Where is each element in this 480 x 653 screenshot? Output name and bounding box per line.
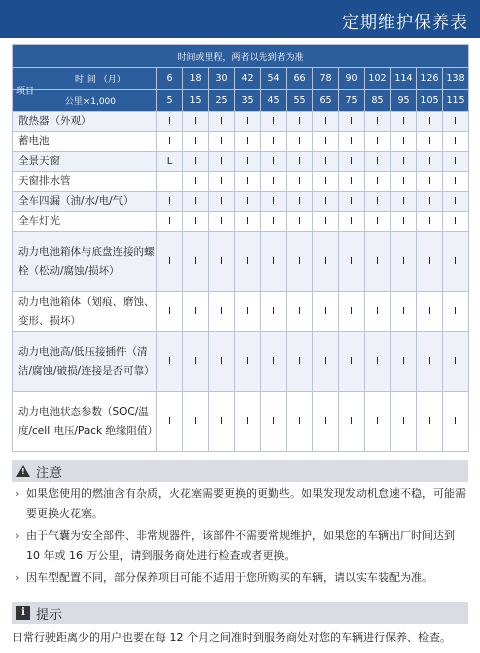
maintenance-mark: I <box>235 392 261 452</box>
maintenance-mark: I <box>417 132 443 152</box>
maintenance-mark: I <box>287 192 313 212</box>
maintenance-mark: I <box>157 292 183 332</box>
maintenance-mark: I <box>287 332 313 392</box>
maintenance-mark: I <box>417 152 443 172</box>
month-header-cell: 54 <box>261 68 287 90</box>
maintenance-mark: I <box>235 172 261 192</box>
maintenance-mark: I <box>235 152 261 172</box>
maintenance-mark: I <box>391 152 417 172</box>
maintenance-mark: I <box>443 112 469 132</box>
table-row <box>13 132 469 152</box>
row-label: 蓄电池 <box>13 132 157 152</box>
maintenance-table <box>12 44 469 452</box>
km-header-cell: 75 <box>339 90 365 112</box>
maintenance-mark: I <box>417 212 443 232</box>
month-header-cell: 42 <box>235 68 261 90</box>
maintenance-mark: I <box>287 232 313 292</box>
maintenance-mark: I <box>183 152 209 172</box>
maintenance-mark: I <box>313 152 339 172</box>
maintenance-mark: I <box>183 172 209 192</box>
month-header-cell: 6 <box>157 68 183 90</box>
maintenance-mark: I <box>235 112 261 132</box>
maintenance-mark: I <box>157 332 183 392</box>
maintenance-mark: I <box>391 132 417 152</box>
km-header-cell: 105 <box>417 90 443 112</box>
maintenance-mark: I <box>261 232 287 292</box>
maintenance-mark: I <box>443 152 469 172</box>
maintenance-mark: I <box>209 192 235 212</box>
distance-label: 公里×1,000 <box>13 90 157 112</box>
maintenance-mark: I <box>417 172 443 192</box>
maintenance-mark: I <box>443 132 469 152</box>
maintenance-mark <box>157 172 183 192</box>
maintenance-mark: I <box>157 132 183 152</box>
month-header-cell: 138 <box>443 68 469 90</box>
maintenance-mark: I <box>417 192 443 212</box>
maintenance-mark: I <box>157 112 183 132</box>
maintenance-mark: I <box>443 172 469 192</box>
km-header-cell: 115 <box>443 90 469 112</box>
maintenance-mark: I <box>339 212 365 232</box>
time-label: 时 间 （月） <box>75 75 126 85</box>
maintenance-mark: I <box>365 192 391 212</box>
page-title: 定期维护保养表 <box>342 13 468 33</box>
caution-title: 注意 <box>36 465 63 481</box>
month-header-cell: 102 <box>365 68 391 90</box>
maintenance-mark: I <box>391 212 417 232</box>
maintenance-mark: I <box>443 392 469 452</box>
maintenance-mark: I <box>261 292 287 332</box>
row-label: 全车四漏（油/水/电/气） <box>13 192 157 212</box>
maintenance-mark: I <box>209 232 235 292</box>
maintenance-mark: I <box>235 132 261 152</box>
maintenance-mark: I <box>209 332 235 392</box>
km-header-cell: 15 <box>183 90 209 112</box>
table-row <box>13 172 469 192</box>
km-header-cell: 85 <box>365 90 391 112</box>
maintenance-mark: I <box>339 152 365 172</box>
maintenance-mark: I <box>287 132 313 152</box>
maintenance-mark: I <box>443 292 469 332</box>
maintenance-mark: I <box>235 292 261 332</box>
maintenance-mark: I <box>365 292 391 332</box>
info-icon: i <box>16 606 30 620</box>
km-header-cell: 25 <box>209 90 235 112</box>
maintenance-mark: I <box>183 212 209 232</box>
maintenance-mark: I <box>391 192 417 212</box>
header-bar <box>0 0 480 38</box>
maintenance-mark: I <box>235 332 261 392</box>
table-row <box>13 212 469 232</box>
month-header-cell: 78 <box>313 68 339 90</box>
maintenance-mark: I <box>313 132 339 152</box>
maintenance-mark: I <box>209 392 235 452</box>
maintenance-mark: I <box>313 172 339 192</box>
maintenance-mark: I <box>183 192 209 212</box>
maintenance-mark: I <box>183 392 209 452</box>
maintenance-mark: I <box>365 212 391 232</box>
row-label: 动力电池箱体（划痕、磨蚀、变形、损坏） <box>13 292 157 332</box>
month-header-cell: 126 <box>417 68 443 90</box>
maintenance-mark: I <box>235 212 261 232</box>
maintenance-mark: I <box>287 172 313 192</box>
maintenance-mark: I <box>261 152 287 172</box>
maintenance-mark: I <box>183 332 209 392</box>
maintenance-mark: I <box>287 392 313 452</box>
maintenance-mark: I <box>235 232 261 292</box>
maintenance-mark: I <box>339 192 365 212</box>
maintenance-mark: I <box>183 132 209 152</box>
row-label: 动力电池状态参数（SOC/温度/cell 电压/Pack 绝缘阻值） <box>13 392 157 452</box>
maintenance-mark: I <box>391 232 417 292</box>
maintenance-mark: I <box>183 292 209 332</box>
caution-item: › 因车型配置不同，部分保养项目可能不适用于您所购买的车辆，请以实车装配为准。 <box>12 568 468 588</box>
maintenance-mark: I <box>417 292 443 332</box>
maintenance-mark: L <box>157 152 183 172</box>
km-header-cell: 5 <box>157 90 183 112</box>
maintenance-mark: I <box>261 172 287 192</box>
km-header-cell: 35 <box>235 90 261 112</box>
warning-icon: ! <box>16 465 30 477</box>
maintenance-mark: I <box>417 332 443 392</box>
time-header-cell <box>13 68 157 97</box>
maintenance-mark: I <box>287 152 313 172</box>
maintenance-mark: I <box>365 332 391 392</box>
maintenance-mark: I <box>313 212 339 232</box>
maintenance-mark: I <box>443 232 469 292</box>
maintenance-mark: I <box>287 212 313 232</box>
row-label: 全景天窗 <box>13 152 157 172</box>
maintenance-mark: I <box>339 392 365 452</box>
maintenance-mark: I <box>391 392 417 452</box>
maintenance-mark: I <box>235 192 261 212</box>
month-header-cell: 30 <box>209 68 235 90</box>
km-header-cell: 95 <box>391 90 417 112</box>
maintenance-mark: I <box>183 112 209 132</box>
maintenance-mark: I <box>209 152 235 172</box>
caution-item: › 由于气囊为安全部件、非常规器件，该部件不需要常规维护，如果您的车辆出厂时间达到 10 年或 16 万公里，请到服务商处进行检查或者更换。 <box>12 526 468 566</box>
row-label: 天窗排水管 <box>13 172 157 192</box>
caution-item: › 如果您使用的燃油含有杂质，火花塞需要更换的更勤些。如果发现发动机怠速不稳，可能需要更换火花塞。 <box>12 484 468 524</box>
maintenance-mark: I <box>313 332 339 392</box>
maintenance-mark: I <box>339 112 365 132</box>
maintenance-mark: I <box>313 112 339 132</box>
maintenance-mark: I <box>391 292 417 332</box>
tip-text: 日常行驶距离少的用户也要在每 12 个月之间准时到服务商处对您的车辆进行保养、检查。 <box>12 631 451 644</box>
maintenance-mark: I <box>365 392 391 452</box>
maintenance-mark: I <box>365 232 391 292</box>
km-header-cell: 65 <box>313 90 339 112</box>
row-label: 全车灯光 <box>13 212 157 232</box>
maintenance-mark: I <box>339 292 365 332</box>
table-row <box>13 392 469 452</box>
table-row <box>13 192 469 212</box>
table-row <box>13 332 469 392</box>
maintenance-mark: I <box>365 152 391 172</box>
maintenance-mark: I <box>261 192 287 212</box>
maintenance-mark: I <box>209 172 235 192</box>
maintenance-mark: I <box>365 172 391 192</box>
table-row <box>13 292 469 332</box>
maintenance-mark: I <box>157 232 183 292</box>
maintenance-mark: I <box>157 212 183 232</box>
maintenance-mark: I <box>443 212 469 232</box>
maintenance-mark: I <box>339 332 365 392</box>
maintenance-mark: I <box>443 192 469 212</box>
table-row <box>13 152 469 172</box>
maintenance-mark: I <box>209 132 235 152</box>
maintenance-mark: I <box>209 212 235 232</box>
caution-list <box>12 484 468 588</box>
maintenance-mark: I <box>261 332 287 392</box>
km-header-cell: 45 <box>261 90 287 112</box>
tip-title: 提示 <box>36 607 63 623</box>
maintenance-mark: I <box>391 112 417 132</box>
maintenance-mark: I <box>287 292 313 332</box>
maintenance-mark: I <box>313 392 339 452</box>
tip-header <box>12 602 468 624</box>
maintenance-mark: I <box>443 332 469 392</box>
maintenance-mark: I <box>313 192 339 212</box>
maintenance-mark: I <box>261 212 287 232</box>
maintenance-mark: I <box>339 232 365 292</box>
tip-section <box>12 602 468 648</box>
month-header-cell: 114 <box>391 68 417 90</box>
maintenance-mark: I <box>209 292 235 332</box>
maintenance-mark: I <box>183 232 209 292</box>
month-header-cell: 66 <box>287 68 313 90</box>
maintenance-mark: I <box>365 132 391 152</box>
maintenance-mark: I <box>417 392 443 452</box>
maintenance-mark: I <box>261 112 287 132</box>
maintenance-mark: I <box>391 332 417 392</box>
maintenance-mark: I <box>313 292 339 332</box>
maintenance-mark: I <box>339 132 365 152</box>
maintenance-mark: I <box>313 232 339 292</box>
row-label: 散热器（外观） <box>13 112 157 132</box>
caution-header <box>12 460 468 482</box>
km-header-cell: 55 <box>287 90 313 112</box>
maintenance-mark: I <box>417 112 443 132</box>
maintenance-mark: I <box>209 112 235 132</box>
table-row <box>13 112 469 132</box>
month-header-cell: 18 <box>183 68 209 90</box>
maintenance-mark: I <box>157 392 183 452</box>
row-label: 动力电池高/低压接插件（清洁/腐蚀/破损/连接是否可靠） <box>13 332 157 392</box>
maintenance-mark: I <box>391 172 417 192</box>
row-label: 动力电池箱体与底盘连接的螺栓（松动/腐蚀/损坏） <box>13 232 157 292</box>
table-row <box>13 232 469 292</box>
caution-section <box>12 460 468 588</box>
maintenance-mark: I <box>339 172 365 192</box>
maintenance-mark: I <box>157 192 183 212</box>
month-header-cell: 90 <box>339 68 365 90</box>
maintenance-mark: I <box>287 112 313 132</box>
maintenance-mark: I <box>417 232 443 292</box>
maintenance-mark: I <box>365 112 391 132</box>
maintenance-mark: I <box>261 392 287 452</box>
item-header: 项目 <box>16 87 35 97</box>
table-top-header: 时间或里程，两者以先到者为准 <box>13 45 469 68</box>
maintenance-mark: I <box>261 132 287 152</box>
